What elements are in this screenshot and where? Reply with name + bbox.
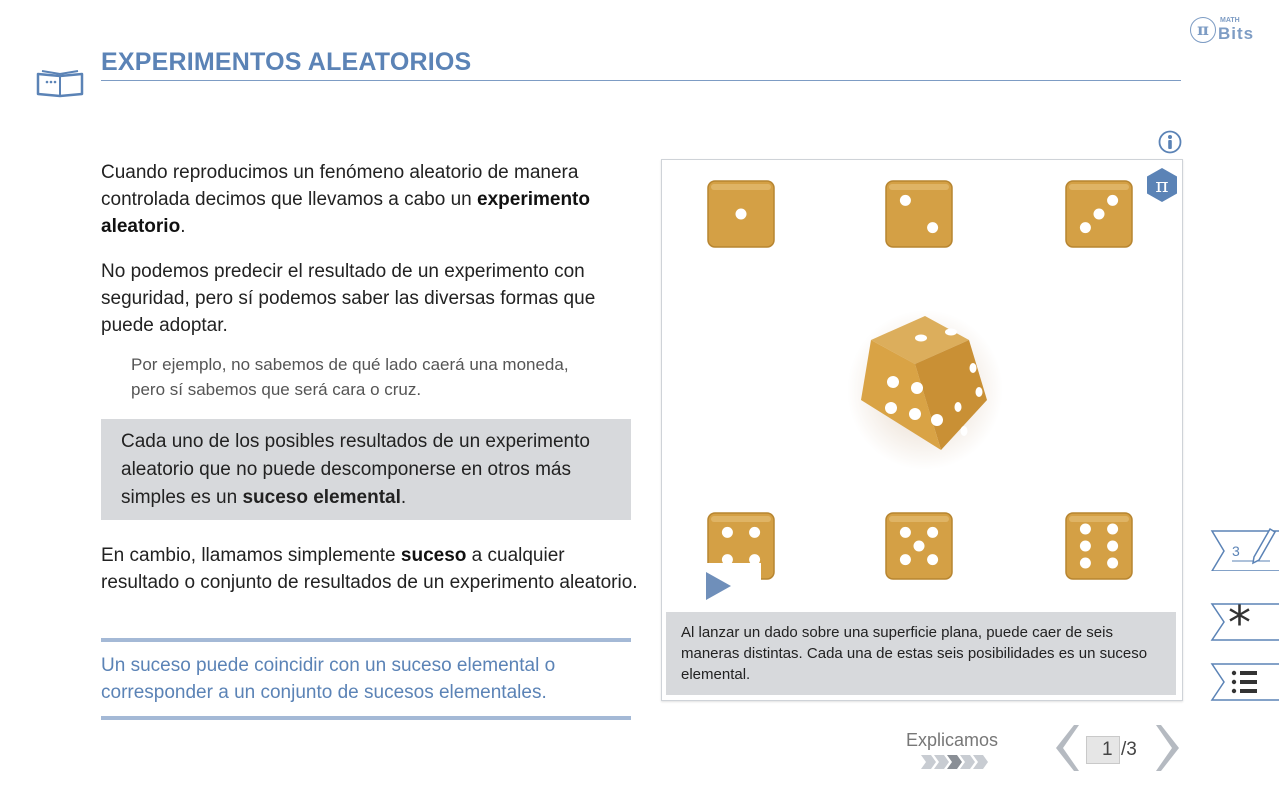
suceso-text-start: En cambio, llamamos simplemente <box>101 545 401 566</box>
die-pip <box>736 209 747 220</box>
die-pip <box>1107 541 1118 552</box>
book-icon <box>35 66 85 98</box>
intro-term: experimento aleatorio <box>101 189 590 237</box>
asterisk-icon: * <box>1228 596 1251 650</box>
die-pip <box>927 222 938 233</box>
die-face-3 <box>1065 180 1133 248</box>
note-top-rule <box>101 638 631 642</box>
die-pip <box>722 527 733 538</box>
die-pip <box>749 527 760 538</box>
exercises-tab[interactable] <box>1210 527 1279 571</box>
die-pip <box>1107 195 1118 206</box>
current-page: 1 <box>1102 739 1113 760</box>
suceso-text-end: a cualquier resultado o conjunto de resultados de un experimento aleatorio. <box>101 545 638 593</box>
logo-big-text: Bits <box>1218 24 1255 43</box>
die-pip <box>1080 558 1091 569</box>
intro-text: Cuando reproducimos un fenómeno aleatorio de manera controlada decimos que llevamos a cabo un <box>101 162 579 210</box>
die-pip <box>1107 524 1118 535</box>
play-icon[interactable] <box>703 570 733 602</box>
definition-end: . <box>400 487 407 508</box>
info-icon[interactable] <box>1158 130 1182 154</box>
intro-end: . <box>180 216 186 237</box>
die-face-5 <box>885 512 953 580</box>
die-pip <box>900 195 911 206</box>
note-bottom-rule <box>101 716 631 720</box>
prev-page-button[interactable] <box>1050 723 1080 773</box>
note-text: Un suceso puede coincidir con un suceso elemental o corresponder a un conjunto de sucesos elementales. <box>101 655 556 703</box>
pi-logo-icon: π <box>1190 17 1216 43</box>
die-pip <box>1094 209 1105 220</box>
definition-text <box>121 428 626 512</box>
asterisk-tab[interactable] <box>1210 596 1279 650</box>
die-face-1 <box>707 180 775 248</box>
die-pip <box>1107 558 1118 569</box>
progress-chevrons <box>921 755 991 769</box>
die-face-6 <box>1065 512 1133 580</box>
suceso-paragraph <box>101 542 641 596</box>
exercise-count: 3 <box>1232 543 1240 559</box>
media-caption: Al lanzar un dado sobre una superficie plana, puede caer de seis maneras distintas. Cada una de estas seis posibilidades es un suceso elemental. <box>681 624 1148 683</box>
definition-body: Cada uno de los posibles resultados de un experimento aleatorio que no puede descomponerse en otros más simples es un <box>121 431 590 508</box>
mathbits-logo <box>1190 15 1265 45</box>
die-pip <box>1080 524 1091 535</box>
logo-small-text: MATH <box>1220 17 1240 24</box>
intro-paragraph <box>101 159 641 240</box>
suceso-term: suceso <box>400 545 467 566</box>
total-pages: /3 <box>1121 739 1137 760</box>
svg-text:π: π <box>1155 173 1169 197</box>
die-pip <box>927 527 938 538</box>
section-label: Explicamos <box>906 730 999 750</box>
definition-term: suceso elemental <box>242 487 401 508</box>
pi-badge-icon[interactable] <box>1145 167 1179 203</box>
die-pip <box>1080 541 1091 552</box>
die-pip <box>900 554 911 565</box>
die-pip <box>900 527 911 538</box>
die-pip <box>914 541 925 552</box>
header-divider <box>101 80 1181 81</box>
next-page-button[interactable] <box>1155 723 1185 773</box>
rolling-die <box>845 300 1005 470</box>
prediction-paragraph: No podemos predecir el resultado de un experimento con seguridad, pero sí podemos saber las diversas formas que puede adoptar. <box>101 261 596 336</box>
die-pip <box>927 554 938 565</box>
die-face-2 <box>885 180 953 248</box>
page-title: EXPERIMENTOS ALEATORIOS <box>101 48 472 76</box>
die-pip <box>1080 222 1091 233</box>
example-paragraph: Por ejemplo, no sabemos de qué lado caerá una moneda, pero sí sabemos que será cara o cruz. <box>131 355 569 399</box>
list-tab[interactable] <box>1210 660 1279 704</box>
